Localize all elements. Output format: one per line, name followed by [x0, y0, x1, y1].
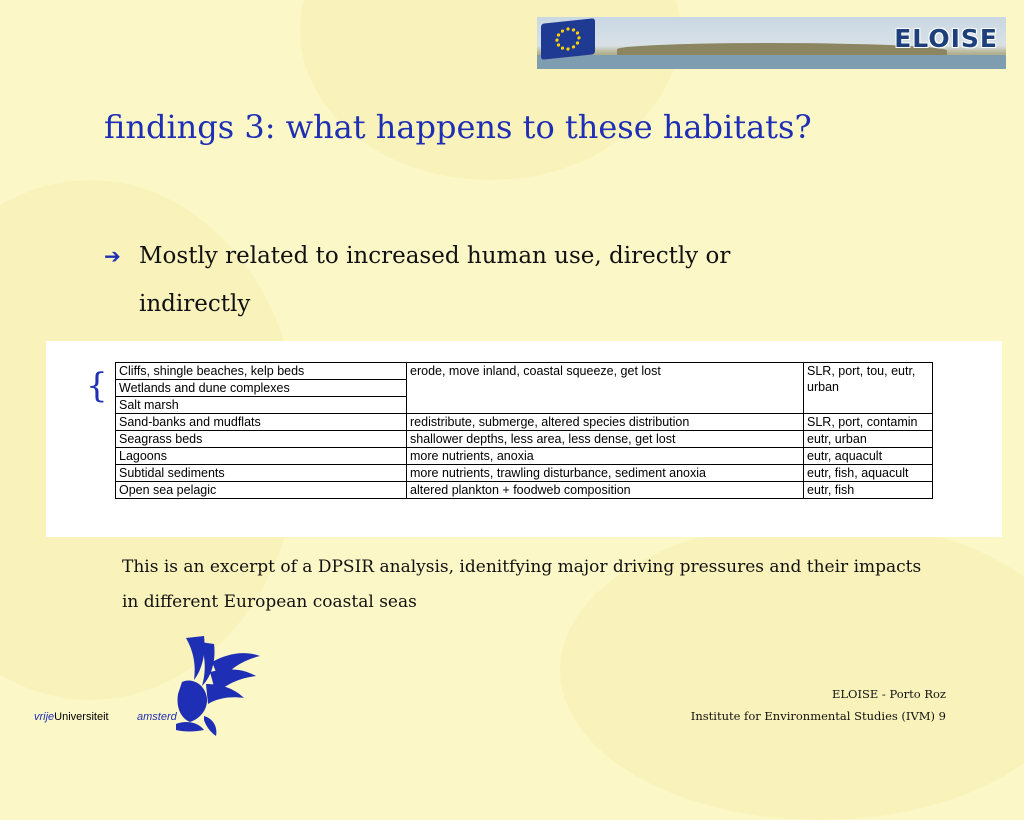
slide-title: findings 3: what happens to these habitats?	[104, 108, 812, 146]
pressure-cell: SLR, port, contamin	[804, 414, 933, 431]
footer-institute: Institute for Environmental Studies (IVM) 9	[690, 709, 946, 723]
table-row	[116, 482, 933, 499]
griffin-logo-icon	[172, 632, 264, 738]
habitat-cell: Seagrass beds	[116, 431, 407, 448]
table-row	[116, 465, 933, 482]
impact-cell: more nutrients, anoxia	[407, 448, 804, 465]
table-row	[116, 363, 933, 380]
footer-event: ELOISE - Porto Roz	[831, 687, 946, 701]
pressure-cell: eutr, aquacult	[804, 448, 933, 465]
table-row	[116, 431, 933, 448]
pressure-cell: eutr, fish	[804, 482, 933, 499]
dpsir-table	[115, 362, 933, 499]
header-banner	[537, 17, 1006, 69]
habitat-cell: Cliffs, shingle beaches, kelp beds	[116, 363, 407, 380]
vu-universiteit: Universiteit	[54, 711, 109, 723]
bullet-text: Mostly related to increased human use, directly or indirectly	[139, 243, 731, 317]
impact-cell: altered plankton + foodweb composition	[407, 482, 804, 499]
habitat-cell: Salt marsh	[116, 397, 407, 414]
habitat-cell: Sand-banks and mudflats	[116, 414, 407, 431]
impact-cell: more nutrients, trawling disturbance, sediment anoxia	[407, 465, 804, 482]
banner-sea	[537, 55, 1006, 69]
pressure-cell: eutr, fish, aquacult	[804, 465, 933, 482]
habitat-cell: Open sea pelagic	[116, 482, 407, 499]
arrow-right-icon: ➔	[104, 244, 121, 268]
table-row	[116, 448, 933, 465]
slide-footer	[691, 683, 946, 727]
brace-icon: {	[86, 366, 108, 406]
impact-cell: redistribute, submerge, altered species distribution	[407, 414, 804, 431]
impact-cell: erode, move inland, coastal squeeze, get lost	[407, 363, 804, 414]
habitat-cell: Lagoons	[116, 448, 407, 465]
bullet-point	[104, 232, 784, 328]
pressure-cell: SLR, port, tou, eutr, urban	[804, 363, 933, 414]
eu-flag-icon	[541, 18, 595, 60]
habitat-cell: Wetlands and dune complexes	[116, 380, 407, 397]
table-caption: This is an excerpt of a DPSIR analysis, idenitfying major driving pressures and their impacts in different European coastal seas	[122, 557, 922, 612]
habitat-cell: Subtidal sediments	[116, 465, 407, 482]
vu-wordmark	[34, 711, 177, 723]
eloise-logo: ELOISE	[894, 24, 998, 53]
impact-cell: shallower depths, less area, less dense, get lost	[407, 431, 804, 448]
vu-amsterdam: amsterd	[137, 711, 177, 723]
vu-vrije: vrije	[34, 711, 55, 723]
pressure-cell: eutr, urban	[804, 431, 933, 448]
table-row	[116, 414, 933, 431]
